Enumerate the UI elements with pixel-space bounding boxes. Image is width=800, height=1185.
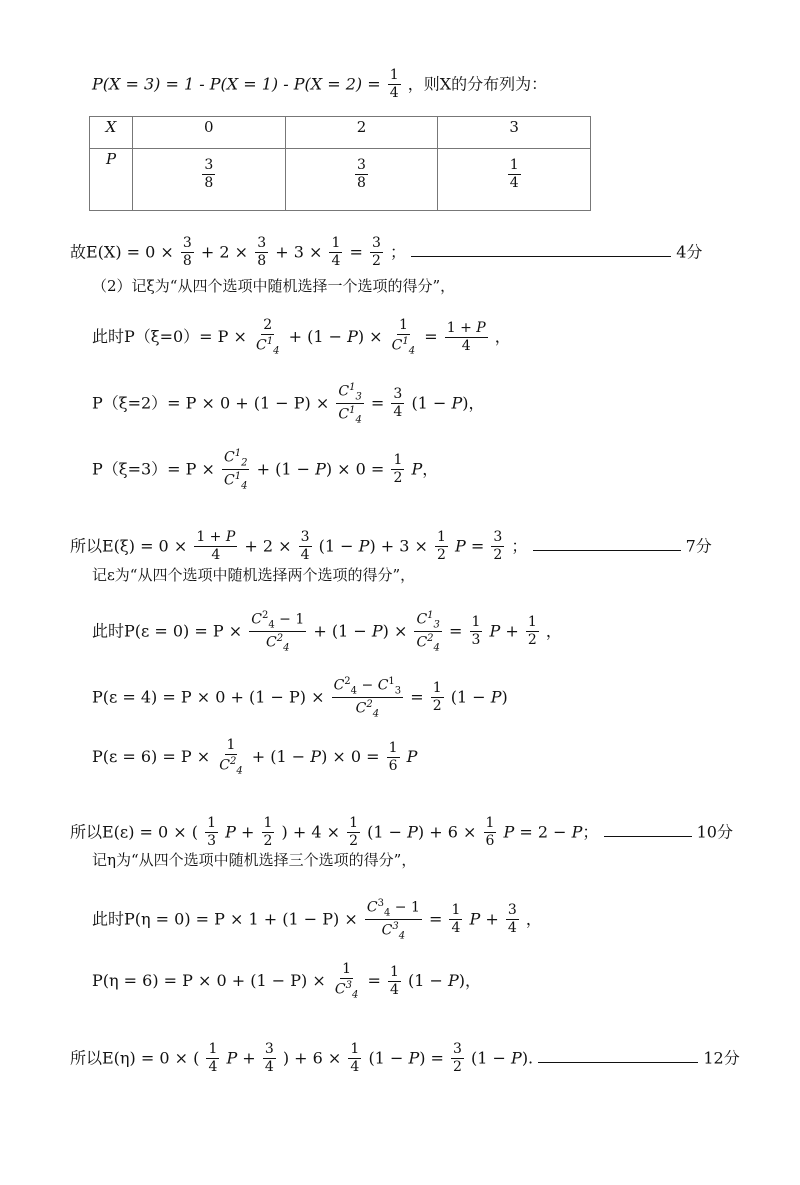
table-row-label: P xyxy=(90,149,133,211)
p-eps-0: 此时P(ε = 0) = P × $\frac{C^2_4 - 1}{C^2_4}$ + (1 − P) × $\frac{C^1_3}{C^2_4}$ = $\frac{1}{3}$ P + $\frac{1}{2}$ ， xyxy=(92,610,562,654)
line-px3: P(X = 3) = 1 - P(X = 1) - P(X = 2) = $\frac{1}{4}$ ，则X的分布列为： xyxy=(92,67,548,102)
answer-blank xyxy=(411,256,671,257)
p-xi-0: 此时P（ξ=0）= P × $\frac{2}{C^1_4}$ + (1 − P) × $\frac{1}{C^1_4}$ = $\frac{1 + P}{4}$ ， xyxy=(92,317,511,357)
p-eps-6: P(ε = 6) = P × $\frac{1}{C^2_4}$ + (1 − P) × 0 = $\frac{1}{6}$ P xyxy=(92,737,418,777)
table-row xyxy=(90,149,591,211)
distribution-table xyxy=(89,116,591,211)
p-eps-4: P(ε = 4) = P × 0 + (1 − P) × $\frac{C^2_4 - C^1_3}{C^2_4}$ = $\frac{1}{2}$ (1 − P) xyxy=(92,676,508,720)
part2-intro: （2）记ξ为“从四个选项中随机选择一个选项的得分”， xyxy=(92,277,456,295)
answer-blank xyxy=(538,1062,698,1063)
table-cell: $\frac{3}{8}$ xyxy=(133,149,286,211)
answer-blank xyxy=(604,836,692,837)
table-header-cell: 0 xyxy=(133,117,286,149)
expectation-x: 故E(X) = 0 × $\frac{3}{8}$ + 2 × $\frac{3}{8}$ + 3 × $\frac{1}{4}$ = $\frac{3}{2}$ ； 4分 xyxy=(70,235,703,270)
table-header-cell: 2 xyxy=(285,117,438,149)
eta-intro: 记η为“从四个选项中随机选择三个选项的得分”， xyxy=(92,851,417,869)
p-xi-3: P（ξ=3）= P × $\frac{C^1_2}{C^1_4}$ + (1 − P) × 0 = $\frac{1}{2}$ P， xyxy=(92,448,439,492)
expectation-eta: 所以E(η) = 0 × ( $\frac{1}{4}$ P + $\frac{3}{4}$ ) + 6 × $\frac{1}{4}$ (1 − P) = $\frac{3}{2}$ (1 − P). 12分 xyxy=(70,1041,740,1076)
score-label: 4分 xyxy=(676,242,703,262)
epsilon-intro: 记ε为“从四个选项中随机选择两个选项的得分”， xyxy=(92,566,416,584)
expectation-eps: 所以E(ε) = 0 × ( $\frac{1}{3}$ P + $\frac{1}{2}$ ) + 4 × $\frac{1}{2}$ (1 − P) + 6 × $\frac{1}{6}$ P = 2 − P； 10分 xyxy=(70,815,733,850)
score-label: 10分 xyxy=(696,822,733,842)
score-label: 12分 xyxy=(703,1048,740,1068)
p-xi-2: P（ξ=2）= P × 0 + (1 − P) × $\frac{C^1_3}{C^1_4}$ = $\frac{3}{4}$ (1 − P)， xyxy=(92,382,485,426)
table-header-cell: X xyxy=(90,117,133,149)
p-eta-6: P(η = 6) = P × 0 + (1 − P) × $\frac{1}{C^3_4}$ = $\frac{1}{4}$ (1 − P)， xyxy=(92,961,481,1001)
table-cell: $\frac{1}{4}$ xyxy=(438,149,591,211)
table-row xyxy=(90,117,591,149)
fraction: $\frac{1}{4}$ xyxy=(389,67,399,102)
score-label: 7分 xyxy=(685,536,712,556)
expectation-xi: 所以E(ξ) = 0 × $\frac{1 + P}{4}$ + 2 × $\frac{3}{4}$ (1 − P) + 3 × $\frac{1}{2}$ P = $\frac{3}{2}$ ； 7分 xyxy=(70,529,712,564)
table-cell: $\frac{3}{8}$ xyxy=(285,149,438,211)
p-eta-0: 此时P(η = 0) = P × 1 + (1 − P) × $\frac{C^3_4 - 1}{C^3_4}$ = $\frac{1}{4}$ P + $\frac{3}{4}$ ， xyxy=(92,898,542,942)
answer-blank xyxy=(533,550,681,551)
table-header-cell: 3 xyxy=(438,117,591,149)
